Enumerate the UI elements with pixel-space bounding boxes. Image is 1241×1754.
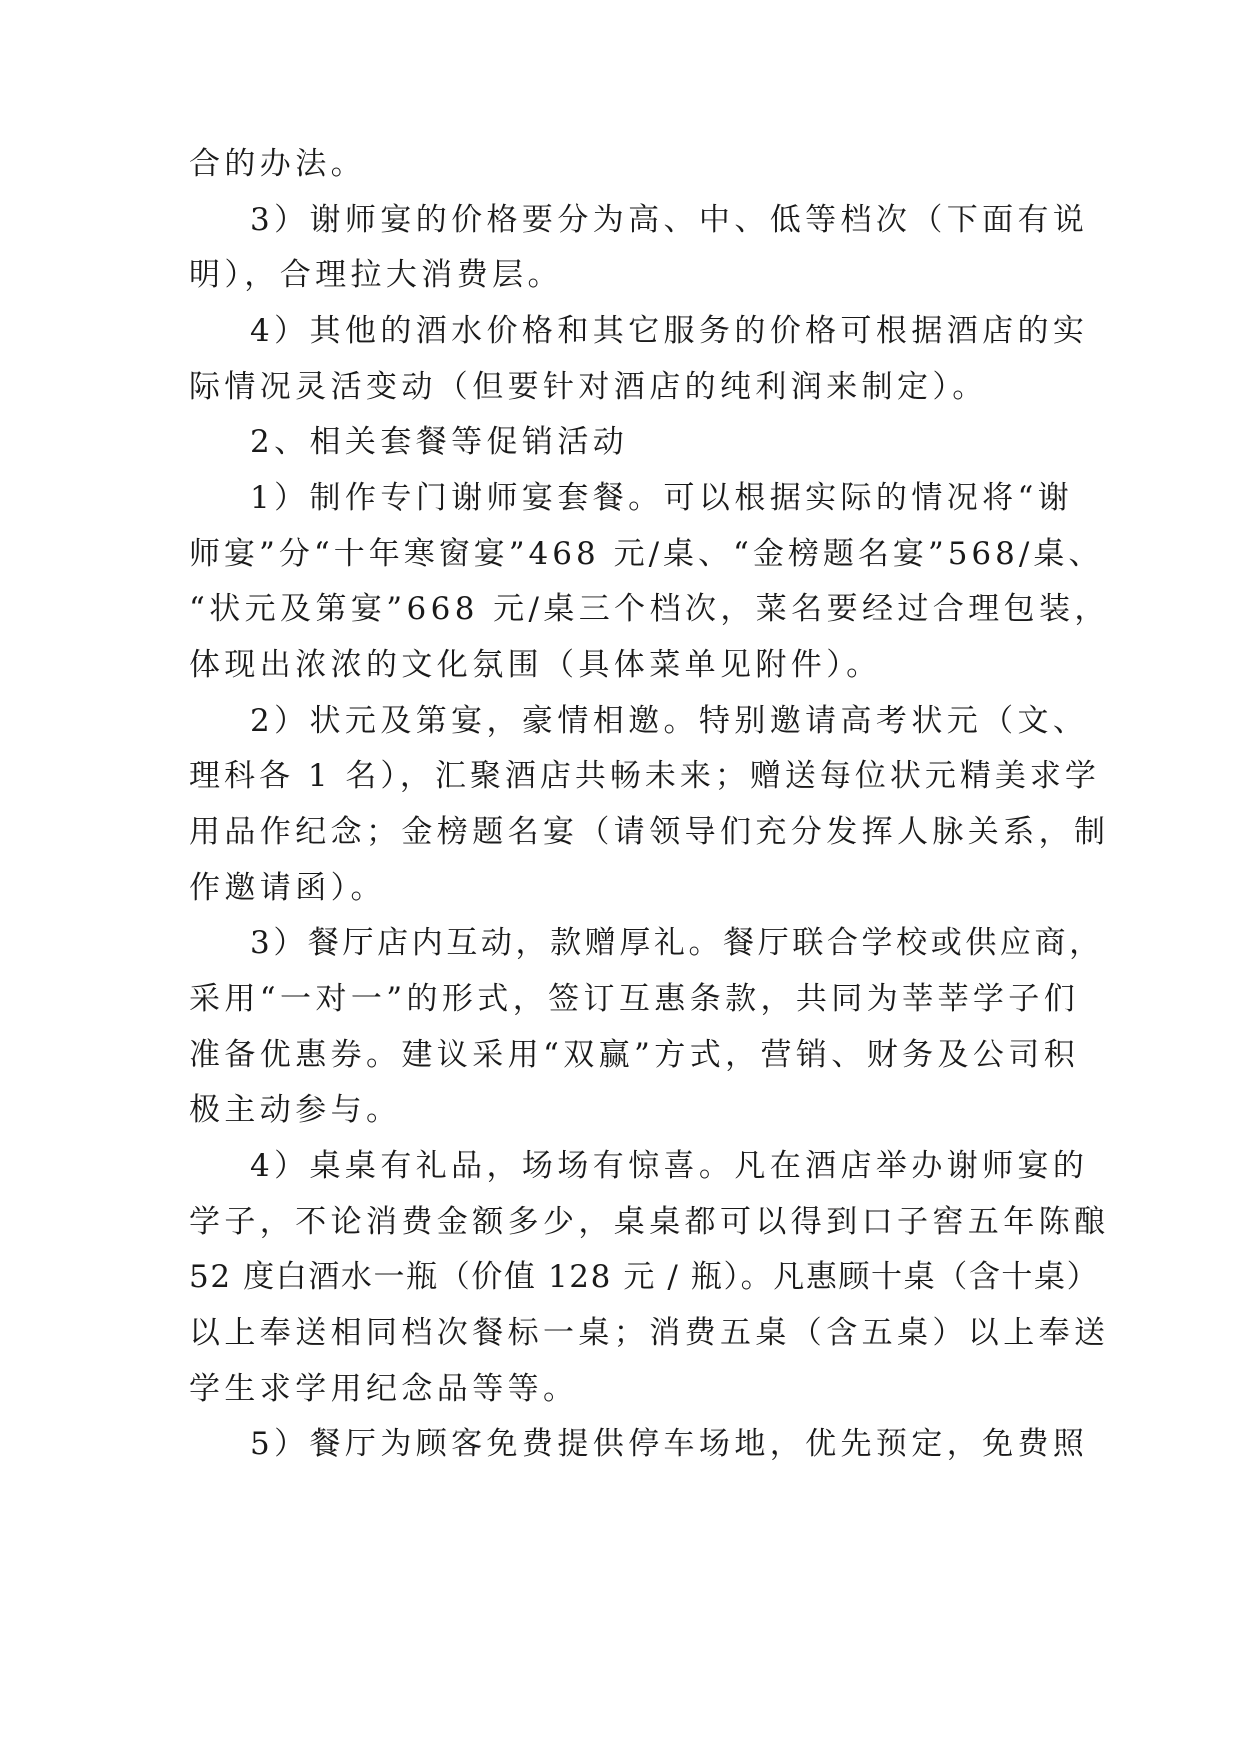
text-line: 采用“一对一”的形式，签订互惠条款，共同为莘莘学子们 xyxy=(189,981,1080,1017)
text-line: 学子，不论消费金额多少，桌桌都可以得到口子窖五年陈酿 xyxy=(189,1204,1110,1240)
text-line: 3）餐厅店内互动，款赠厚礼。餐厅联合学校或供应商， xyxy=(250,925,1104,961)
text-line: 52 度白酒水一瓶（价值 128 元 / 瓶）。凡惠顾十桌（含十桌） xyxy=(189,1259,1100,1295)
text-line: 4）其他的酒水价格和其它服务的价格可根据酒店的实 xyxy=(250,313,1089,349)
text-line: 1）制作专门谢师宴套餐。可以根据实际的情况将“谢 xyxy=(250,480,1074,516)
text-line: 作邀请函）。 xyxy=(189,870,386,906)
text-line: 3）谢师宴的价格要分为高、中、低等档次（下面有说 xyxy=(250,202,1089,238)
section-heading: 2、相关套餐等促销活动 xyxy=(250,424,629,460)
text-line: 准备优惠券。建议采用“双赢”方式，营销、财务及公司积 xyxy=(189,1037,1080,1073)
text-line: 师宴”分“十年寒窗宴”468 元/桌、“金榜题名宴”568/桌、 xyxy=(189,536,1104,572)
text-line: “状元及第宴”668 元/桌三个档次，菜名要经过合理包装， xyxy=(189,591,1110,627)
text-line: 体现出浓浓的文化氛围（具体菜单见附件）。 xyxy=(189,647,882,683)
text-line: 际情况灵活变动（但要针对酒店的纯利润来制定）。 xyxy=(189,369,988,405)
text-line: 以上奉送相同档次餐标一桌；消费五桌（含五桌）以上奉送 xyxy=(189,1315,1110,1351)
text-line: 学生求学用纪念品等等。 xyxy=(189,1371,579,1407)
text-line: 5）餐厅为顾客免费提供停车场地，优先预定，免费照 xyxy=(250,1426,1089,1462)
text-line: 极主动参与。 xyxy=(189,1092,402,1128)
text-line: 明），合理拉大消费层。 xyxy=(189,257,563,293)
text-line: 合的办法。 xyxy=(189,146,366,182)
text-line: 用品作纪念；金榜题名宴（请领导们充分发挥人脉关系，制 xyxy=(189,814,1110,850)
text-line: 2）状元及第宴，豪情相邀。特别邀请高考状元（文、 xyxy=(250,703,1089,739)
text-line: 4）桌桌有礼品，场场有惊喜。凡在酒店举办谢师宴的 xyxy=(250,1148,1089,1184)
text-line: 理科各 1 名），汇聚酒店共畅未来；赠送每位状元精美求学 xyxy=(189,758,1100,794)
